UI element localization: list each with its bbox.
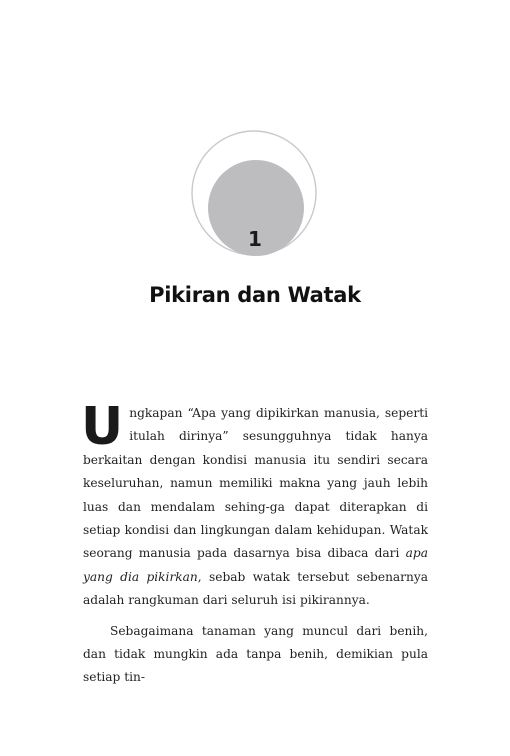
chapter-number-ornament: [0, 0, 510, 270]
paragraph-1-text: ngkapan “Apa yang dipikirkan manusia, seperti itulah dirinya” sesungguhnya tidak hanya berkaitan dengan kondisi manusia itu sendiri secara keseluruhan, namun memiliki makna yang jauh lebih luas dan mendalam sehing-ga dapat diterapkan di setiap kondisi dan lingkungan dalam kehidupan. Watak seorang manusia pada dasarnya bisa dibaca dari: [83, 406, 428, 561]
chapter-number: 1: [248, 227, 262, 251]
paragraph-1: [81, 397, 429, 613]
paragraph-2: Sebagaimana tanaman yang muncul dari benih, dan tidak mungkin ada tanpa benih, demikian pula setiap tin-: [83, 623, 428, 685]
chapter-title: Pikiran dan Watak: [149, 283, 361, 307]
paragraph-1-text-end: , sebab watak tersebut sebenarnya adalah rangkuman dari seluruh isi pikirannya.: [83, 569, 429, 608]
paragraph-1-italic: apa yang dia pikirkan: [83, 546, 428, 584]
drop-cap: U: [81, 397, 124, 457]
chapter-body: [81, 397, 429, 690]
